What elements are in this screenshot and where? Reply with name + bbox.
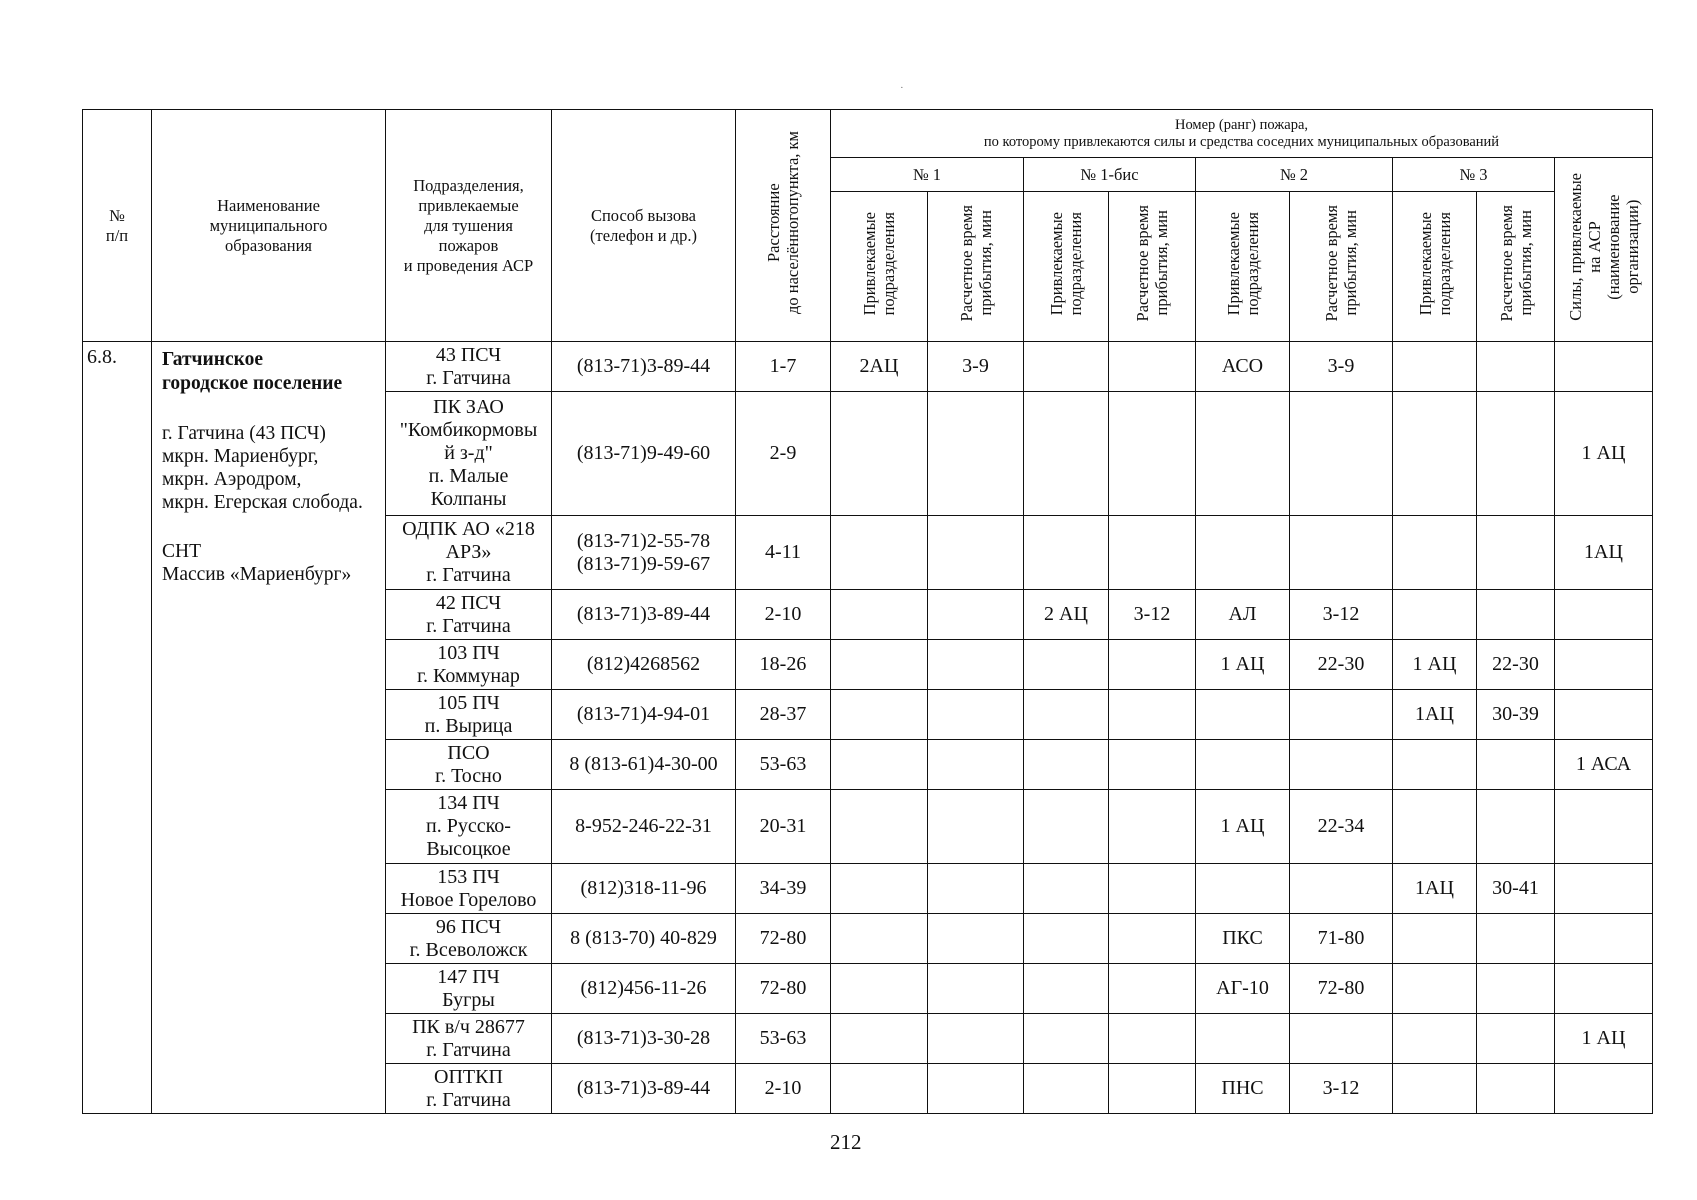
- call-method-cell: [552, 690, 736, 740]
- rank2-time-value: 72-80: [1317, 977, 1365, 999]
- rank3-time-cell: [1477, 516, 1555, 590]
- unit-name: ОДПК АО «218 АРЗ» г. Гатчина: [402, 518, 535, 586]
- header-rank1bis-units: Привлекаемые подразделения: [1024, 192, 1109, 342]
- rank1-time-cell: [928, 864, 1024, 914]
- rank2-units-cell: [1196, 342, 1290, 392]
- call-method-value: (813-71)2-55-78 (813-71)9-59-67: [576, 529, 711, 575]
- header-rank2-units: Привлекаемые подразделения: [1196, 192, 1290, 342]
- rank3-time-cell: [1477, 1064, 1555, 1114]
- rank3-time-cell: [1477, 690, 1555, 740]
- rank1-time-cell: [928, 964, 1024, 1014]
- rank1-units-cell: [831, 640, 928, 690]
- rank1-units-cell: [831, 690, 928, 740]
- rank2-units-cell: [1196, 740, 1290, 790]
- unit-name: ПК в/ч 28677 г. Гатчина: [412, 1015, 525, 1061]
- call-method-cell: [552, 516, 736, 590]
- rank2-units-cell: [1196, 590, 1290, 640]
- rank1bis-time-cell: [1109, 740, 1196, 790]
- header-fire-rank: Номер (ранг) пожара, по которому привлекаются силы и средства соседних муниципальных образований: [831, 110, 1653, 158]
- call-method-value: 8 (813-61)4-30-00: [569, 753, 718, 775]
- rank2-time-cell: [1290, 516, 1393, 590]
- rank2-time-value: 3-9: [1327, 355, 1355, 377]
- header-rank1bis-time: Расчетное время прибытия, мин: [1109, 192, 1196, 342]
- rank2-time-value: 22-30: [1317, 653, 1365, 675]
- rank3-time-value: 30-39: [1492, 703, 1539, 725]
- rank2-units-cell: [1196, 790, 1290, 864]
- call-method-value: (813-71)4-94-01: [576, 703, 711, 725]
- rank2-units-cell: [1196, 516, 1290, 590]
- unit-name: 103 ПЧ г. Коммунар: [417, 641, 520, 687]
- rank3-time-cell: [1477, 740, 1555, 790]
- rank1-time-cell: [928, 1064, 1024, 1114]
- unit-cell: [386, 964, 552, 1014]
- header-units: Подразделения, привлекаемые для тушения пожаров и проведения АСР: [386, 110, 552, 342]
- rank2-time-cell: [1290, 590, 1393, 640]
- call-method-value: (813-71)3-89-44: [576, 355, 711, 377]
- rank1-units-cell: [831, 516, 928, 590]
- rank1-units-cell: [831, 1014, 928, 1064]
- rank1-units-cell: [831, 590, 928, 640]
- rank1-time-cell: [928, 392, 1024, 516]
- fire-forces-table: [82, 109, 1653, 1114]
- rank3-time-cell: [1477, 590, 1555, 640]
- asr-forces-value: 1 АЦ: [1581, 1027, 1626, 1049]
- call-method-value: (812)4268562: [586, 653, 701, 675]
- distance-value: 2-10: [764, 1077, 802, 1099]
- rank3-units-value: 1 АЦ: [1412, 653, 1457, 675]
- rank3-units-cell: [1393, 914, 1477, 964]
- asr-forces-cell: [1555, 690, 1653, 740]
- rank1bis-units-cell: [1024, 392, 1109, 516]
- distance-cell: [736, 964, 831, 1014]
- rank2-time-cell: [1290, 640, 1393, 690]
- rank3-units-value: 1АЦ: [1415, 877, 1454, 899]
- scan-speck: ·: [900, 82, 904, 94]
- unit-cell: [386, 790, 552, 864]
- distance-value: 53-63: [759, 753, 807, 775]
- header-rank2-time: Расчетное время прибытия, мин: [1290, 192, 1393, 342]
- distance-value: 34-39: [759, 877, 807, 899]
- unit-cell: [386, 914, 552, 964]
- distance-value: 2-10: [764, 603, 802, 625]
- header-rank-1bis: № 1-бис: [1024, 158, 1196, 192]
- rank1bis-units-cell: [1024, 1014, 1109, 1064]
- header-rank1-units: Привлекаемые подразделения: [831, 192, 928, 342]
- rank3-units-cell: [1393, 740, 1477, 790]
- municipality-line: мкрн. Мариенбург,: [162, 446, 319, 467]
- distance-cell: [736, 1064, 831, 1114]
- rank3-units-cell: [1393, 1064, 1477, 1114]
- municipality-line: мкрн. Аэродром,: [162, 469, 302, 490]
- unit-cell: [386, 392, 552, 516]
- distance-value: 72-80: [759, 927, 807, 949]
- rank3-units-cell: [1393, 964, 1477, 1014]
- unit-cell: [386, 516, 552, 590]
- distance-value: 1-7: [769, 355, 797, 377]
- rank2-time-value: 22-34: [1317, 815, 1365, 837]
- rank1-time-cell: [928, 342, 1024, 392]
- rank1bis-units-cell: [1024, 914, 1109, 964]
- rank1-units-cell: [831, 964, 928, 1014]
- rank3-units-cell: [1393, 640, 1477, 690]
- rank3-units-cell: [1393, 864, 1477, 914]
- rank1-time-cell: [928, 790, 1024, 864]
- call-method-cell: [552, 790, 736, 864]
- municipality-line: г. Гатчина (43 ПСЧ): [162, 423, 326, 444]
- rank1-units-cell: [831, 740, 928, 790]
- unit-cell: [386, 640, 552, 690]
- municipality-cell: [152, 342, 386, 1114]
- header-rank-3: № 3: [1393, 158, 1555, 192]
- distance-cell: [736, 740, 831, 790]
- rank3-units-cell: [1393, 342, 1477, 392]
- rank2-time-cell: [1290, 790, 1393, 864]
- rank1bis-units-cell: [1024, 740, 1109, 790]
- unit-cell: [386, 1064, 552, 1114]
- asr-forces-cell: [1555, 864, 1653, 914]
- unit-name: 134 ПЧ п. Русско- Высоцкое: [426, 792, 511, 860]
- header-call-method: Способ вызова (телефон и др.): [552, 110, 736, 342]
- unit-name: ПСО г. Тосно: [435, 741, 502, 787]
- asr-forces-cell: [1555, 1064, 1653, 1114]
- rank2-units-value: ПКС: [1222, 927, 1263, 949]
- rank1-time-cell: [928, 1014, 1024, 1064]
- asr-forces-cell: [1555, 516, 1653, 590]
- rank2-time-cell: [1290, 914, 1393, 964]
- unit-cell: [386, 864, 552, 914]
- call-method-value: (813-71)3-89-44: [576, 1077, 711, 1099]
- unit-cell: [386, 690, 552, 740]
- call-method-cell: [552, 590, 736, 640]
- rank2-units-cell: [1196, 1064, 1290, 1114]
- unit-name: 43 ПСЧ г. Гатчина: [426, 343, 511, 389]
- header-number: № п/п: [83, 110, 152, 342]
- call-method-cell: [552, 1064, 736, 1114]
- rank3-units-cell: [1393, 790, 1477, 864]
- rank1bis-time-cell: [1109, 516, 1196, 590]
- header-rank1-time: Расчетное время прибытия, мин: [928, 192, 1024, 342]
- rank2-units-cell: [1196, 964, 1290, 1014]
- rank2-units-value: 1 АЦ: [1220, 653, 1265, 675]
- header-rank-2: № 2: [1196, 158, 1393, 192]
- municipality-title: Гатчинское городское поселение: [162, 349, 343, 394]
- rank2-units-value: АСО: [1221, 355, 1264, 377]
- rank2-units-cell: [1196, 392, 1290, 516]
- table-row: [83, 342, 1653, 392]
- rank1bis-units-cell: [1024, 516, 1109, 590]
- rank1bis-units-cell: [1024, 640, 1109, 690]
- distance-value: 4-11: [765, 541, 801, 563]
- rank1bis-units-cell: [1024, 1064, 1109, 1114]
- rank1bis-time-cell: [1109, 914, 1196, 964]
- header-rank3-units: Привлекаемые подразделения: [1393, 192, 1477, 342]
- rank3-units-cell: [1393, 590, 1477, 640]
- unit-cell: [386, 1014, 552, 1064]
- rank1bis-units-cell: [1024, 864, 1109, 914]
- rank3-time-cell: [1477, 914, 1555, 964]
- distance-cell: [736, 914, 831, 964]
- snt-line: Массив «Мариенбург»: [162, 564, 352, 585]
- header-distance: Расстояние до населённогопункта, км: [736, 110, 831, 342]
- unit-cell: [386, 342, 552, 392]
- rank2-units-cell: [1196, 864, 1290, 914]
- call-method-value: 8 (813-70) 40-829: [570, 927, 717, 949]
- distance-value: 28-37: [759, 703, 807, 725]
- asr-forces-cell: [1555, 790, 1653, 864]
- rank1-units-cell: [831, 342, 928, 392]
- rank3-units-cell: [1393, 392, 1477, 516]
- unit-cell: [386, 740, 552, 790]
- rank1-time-cell: [928, 516, 1024, 590]
- distance-value: 2-9: [769, 442, 797, 464]
- call-method-value: (813-71)9-49-60: [576, 442, 711, 464]
- distance-value: 53-63: [759, 1027, 807, 1049]
- unit-name: 147 ПЧ Бугры: [437, 965, 500, 1011]
- rank1-time-cell: [928, 590, 1024, 640]
- rank2-units-cell: [1196, 640, 1290, 690]
- rank1-units-cell: [831, 864, 928, 914]
- rank2-time-cell: [1290, 740, 1393, 790]
- rank2-time-cell: [1290, 864, 1393, 914]
- rank3-units-cell: [1393, 690, 1477, 740]
- rank2-time-cell: [1290, 964, 1393, 1014]
- rank2-time-value: 3-12: [1322, 1077, 1360, 1099]
- asr-forces-value: 1 АЦ: [1581, 442, 1626, 464]
- asr-forces-value: 1АЦ: [1584, 541, 1623, 563]
- rank1bis-time-cell: [1109, 392, 1196, 516]
- asr-forces-cell: [1555, 342, 1653, 392]
- call-method-value: (812)318-11-96: [580, 877, 707, 899]
- call-method-cell: [552, 914, 736, 964]
- rank1bis-time-cell: [1109, 1064, 1196, 1114]
- rank1bis-time-cell: [1109, 864, 1196, 914]
- distance-cell: [736, 1014, 831, 1064]
- rank1-time-value: 3-9: [962, 355, 989, 377]
- header-rank-1: № 1: [831, 158, 1024, 192]
- distance-cell: [736, 790, 831, 864]
- rank1bis-time-value: 3-12: [1133, 603, 1171, 625]
- distance-cell: [736, 516, 831, 590]
- rank1bis-units-cell: [1024, 964, 1109, 1014]
- asr-forces-cell: [1555, 740, 1653, 790]
- rank2-units-value: 1 АЦ: [1220, 815, 1265, 837]
- rank2-units-value: АГ-10: [1216, 977, 1269, 999]
- distance-value: 72-80: [759, 977, 807, 999]
- rank1-units-cell: [831, 392, 928, 516]
- rank1-time-cell: [928, 640, 1024, 690]
- rank1bis-time-cell: [1109, 1014, 1196, 1064]
- municipality-number: 6.8.: [83, 342, 152, 1114]
- rank1-time-cell: [928, 740, 1024, 790]
- unit-name: 96 ПСЧ г. Всеволожск: [409, 915, 528, 961]
- distance-cell: [736, 590, 831, 640]
- distance-cell: [736, 864, 831, 914]
- rank1-units-value: 2АЦ: [859, 355, 899, 377]
- rank3-time-cell: [1477, 640, 1555, 690]
- unit-name: 42 ПСЧ г. Гатчина: [426, 591, 511, 637]
- rank1-units-cell: [831, 1064, 928, 1114]
- unit-name: ПК ЗАО "Комбикормовы й з-д" п. Малые Колпаны: [399, 396, 538, 510]
- rank2-time-cell: [1290, 342, 1393, 392]
- rank3-time-value: 22-30: [1492, 653, 1539, 675]
- call-method-cell: [552, 392, 736, 516]
- unit-name: 153 ПЧ Новое Горелово: [400, 865, 537, 911]
- asr-forces-cell: [1555, 590, 1653, 640]
- rank3-time-value: 30-41: [1492, 877, 1539, 899]
- rank3-units-value: 1АЦ: [1415, 703, 1454, 725]
- rank2-time-cell: [1290, 690, 1393, 740]
- rank2-units-value: АЛ: [1228, 603, 1257, 625]
- rank3-time-cell: [1477, 392, 1555, 516]
- rank1-time-cell: [928, 690, 1024, 740]
- rank3-time-cell: [1477, 790, 1555, 864]
- call-method-cell: [552, 740, 736, 790]
- distance-value: 18-26: [759, 653, 807, 675]
- rank2-units-cell: [1196, 690, 1290, 740]
- rank3-time-cell: [1477, 964, 1555, 1014]
- asr-forces-cell: [1555, 914, 1653, 964]
- call-method-value: (813-71)3-89-44: [576, 603, 711, 625]
- unit-name: 105 ПЧ п. Вырица: [424, 691, 513, 737]
- distance-cell: [736, 392, 831, 516]
- header-municipality: Наименование муниципального образования: [152, 110, 386, 342]
- municipality-line: мкрн. Егерская слобода.: [162, 492, 363, 513]
- rank1bis-units-cell: [1024, 342, 1109, 392]
- call-method-cell: [552, 964, 736, 1014]
- rank2-time-cell: [1290, 1064, 1393, 1114]
- rank2-time-cell: [1290, 1014, 1393, 1064]
- rank3-time-cell: [1477, 342, 1555, 392]
- rank1-units-cell: [831, 790, 928, 864]
- rank1bis-time-cell: [1109, 590, 1196, 640]
- page-number: 212: [830, 1130, 862, 1154]
- rank2-units-value: ПНС: [1221, 1077, 1264, 1099]
- header-rank3-time: Расчетное время прибытия, мин: [1477, 192, 1555, 342]
- distance-cell: [736, 640, 831, 690]
- rank1-units-cell: [831, 914, 928, 964]
- rank3-units-cell: [1393, 1014, 1477, 1064]
- rank1bis-units-cell: [1024, 690, 1109, 740]
- call-method-cell: [552, 1014, 736, 1064]
- rank2-units-cell: [1196, 1014, 1290, 1064]
- rank1bis-time-cell: [1109, 690, 1196, 740]
- rank1bis-units-value: 2 АЦ: [1044, 603, 1088, 625]
- distance-value: 20-31: [759, 815, 807, 837]
- rank1bis-units-cell: [1024, 790, 1109, 864]
- asr-forces-cell: [1555, 964, 1653, 1014]
- call-method-value: (812)456-11-26: [580, 977, 707, 999]
- rank1bis-time-cell: [1109, 790, 1196, 864]
- asr-forces-cell: [1555, 640, 1653, 690]
- distance-cell: [736, 690, 831, 740]
- snt-line: СНТ: [162, 541, 201, 562]
- rank1bis-time-cell: [1109, 342, 1196, 392]
- rank1bis-time-cell: [1109, 964, 1196, 1014]
- call-method-cell: [552, 640, 736, 690]
- unit-name: ОПТКП г. Гатчина: [426, 1065, 511, 1111]
- rank2-time-cell: [1290, 392, 1393, 516]
- asr-forces-cell: [1555, 1014, 1653, 1064]
- rank2-time-value: 3-12: [1322, 603, 1360, 625]
- rank3-units-cell: [1393, 516, 1477, 590]
- rank1-time-cell: [928, 914, 1024, 964]
- rank1bis-time-cell: [1109, 640, 1196, 690]
- header-asr-forces: Силы, привлекаемые на АСР (наименование организации): [1555, 158, 1653, 342]
- call-method-cell: [552, 342, 736, 392]
- rank2-time-value: 71-80: [1317, 927, 1365, 949]
- rank2-units-cell: [1196, 914, 1290, 964]
- call-method-value: (813-71)3-30-28: [576, 1027, 711, 1049]
- asr-forces-cell: [1555, 392, 1653, 516]
- rank1bis-units-cell: [1024, 590, 1109, 640]
- asr-forces-value: 1 АСА: [1575, 753, 1632, 775]
- rank3-time-cell: [1477, 1014, 1555, 1064]
- unit-cell: [386, 590, 552, 640]
- call-method-cell: [552, 864, 736, 914]
- call-method-value: 8-952-246-22-31: [575, 815, 712, 837]
- distance-cell: [736, 342, 831, 392]
- rank3-time-cell: [1477, 864, 1555, 914]
